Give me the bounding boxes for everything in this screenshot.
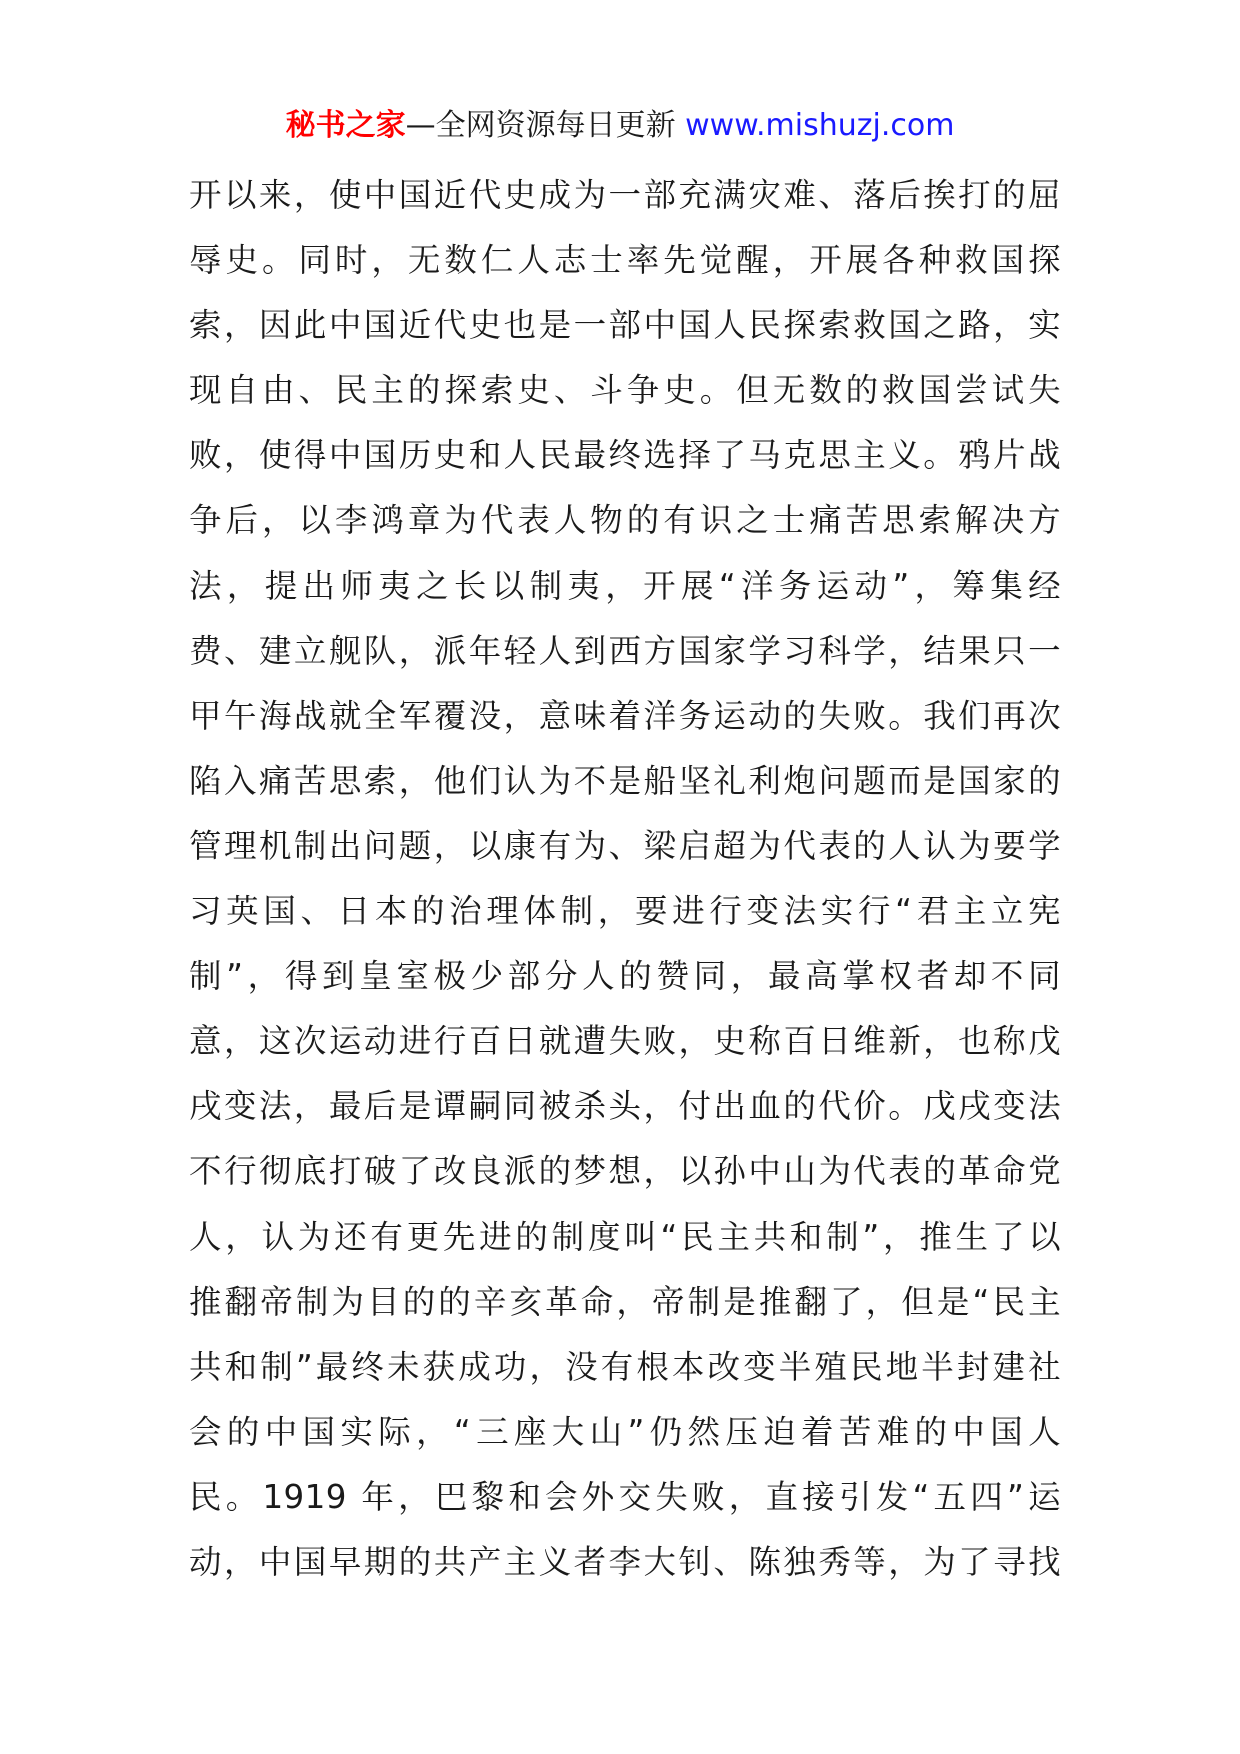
text-line: 会的中国实际，“三座大山”仍然压迫着苦难的中国人 — [189, 1412, 1061, 1451]
text-line: 败，使得中国历史和人民最终选择了马克思主义。鸦片战 — [189, 436, 1061, 475]
text-line: 辱史。同时，无数仁人志士率先觉醒，开展各种救国探 — [189, 241, 1061, 280]
text-line: 争后，以李鸿章为代表人物的有识之士痛苦思索解决方 — [189, 501, 1061, 540]
text-line: 甲午海战就全军覆没，意味着洋务运动的失败。我们再次 — [189, 696, 1061, 735]
text-line: 民。1919 年，巴黎和会外交失败，直接引发“五四”运 — [189, 1477, 1061, 1516]
text-line: 费、建立舰队，派年轻人到西方国家学习科学，结果只一 — [189, 631, 1061, 670]
text-line: 推翻帝制为目的的辛亥革命，帝制是推翻了，但是“民主 — [189, 1282, 1061, 1321]
text-line: 动，中国早期的共产主义者李大钊、陈独秀等，为了寻找 — [189, 1542, 1061, 1581]
header-brand: 秘书之家 — [285, 108, 406, 143]
body-paragraph — [189, 163, 1061, 1595]
text-line: 索，因此中国近代史也是一部中国人民探索救国之路，实 — [189, 306, 1061, 345]
text-line: 开以来，使中国近代史成为一部充满灾难、落后挨打的屈 — [189, 176, 1061, 214]
header-tagline: —全网资源每日更新 — [405, 108, 676, 143]
text-line: 制”，得到皇室极少部分人的赞同，最高掌权者却不同 — [189, 957, 1061, 996]
header-url-link[interactable]: www.mishuzj.com — [685, 108, 955, 143]
text-line: 管理机制出问题，以康有为、梁启超为代表的人认为要学 — [189, 826, 1061, 865]
text-line: 法，提出师夷之长以制夷，开展“洋务运动”，筹集经 — [189, 566, 1061, 605]
text-line: 不行彻底打破了改良派的梦想，以孙中山为代表的革命党 — [189, 1152, 1061, 1191]
text-line: 人，认为还有更先进的制度叫“民主共和制”，推生了以 — [189, 1217, 1061, 1256]
text-line: 戌变法，最后是谭嗣同被杀头，付出血的代价。戊戌变法 — [189, 1087, 1061, 1126]
page-header — [0, 104, 1240, 148]
text-line: 共和制”最终未获成功，没有根本改变半殖民地半封建社 — [189, 1347, 1061, 1386]
text-line: 现自由、民主的探索史、斗争史。但无数的救国尝试失 — [189, 371, 1061, 410]
text-line: 习英国、日本的治理体制，要进行变法实行“君主立宪 — [189, 892, 1061, 931]
text-line: 陷入痛苦思索，他们认为不是船坚礼利炮问题而是国家的 — [189, 761, 1061, 800]
text-line: 意，这次运动进行百日就遭失败，史称百日维新，也称戊 — [189, 1022, 1061, 1061]
